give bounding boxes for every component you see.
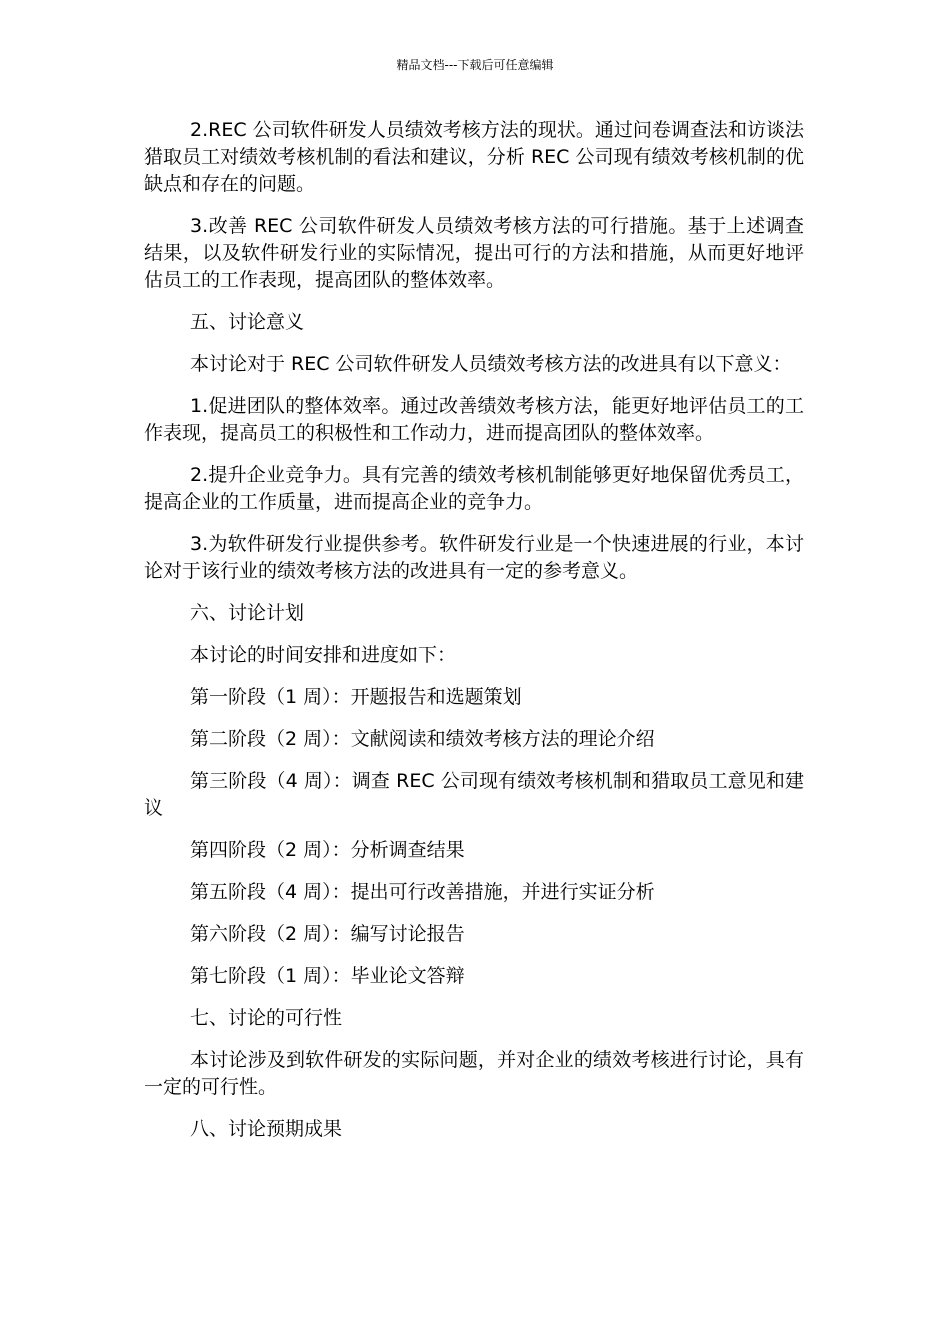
section-heading-significance: 五、讨论意义	[190, 311, 305, 333]
plan-stage-1: 第一阶段（1 周）：开题报告和选题策划	[190, 686, 522, 708]
plan-stage-7: 第七阶段（1 周）：毕业论文答辩	[190, 965, 465, 987]
section-heading-expected-results: 八、讨论预期成果	[190, 1118, 343, 1140]
plan-stage-6: 第六阶段（2 周）：编写讨论报告	[190, 923, 465, 945]
section-heading-feasibility: 七、讨论的可行性	[190, 1007, 343, 1029]
paragraph-competitiveness: 2.提升企业竞争力。具有完善的绩效考核机制能够更好地保留优秀员工，提高企业的工作质量，进而提高企业的竞争力。	[144, 464, 804, 513]
paragraph-significance-intro: 本讨论对于 REC 公司软件研发人员绩效考核方法的改进具有以下意义：	[190, 353, 792, 375]
paragraph-industry-reference: 3.为软件研发行业提供参考。软件研发行业是一个快速进展的行业，本讨论对于该行业的绩效考核方法的改进具有一定的参考意义。	[144, 533, 804, 582]
paragraph-improvement-measures: 3.改善 REC 公司软件研发人员绩效考核方法的可行措施。基于上述调查结果，以及软件研发行业的实际情况，提出可行的方法和措施，从而更好地评估员工的工作表现，提高团队的整体效率。	[144, 215, 804, 291]
paragraph-plan-intro: 本讨论的时间安排和进度如下：	[190, 644, 457, 666]
page-header: 精品文档---下载后可任意编辑	[396, 58, 554, 72]
plan-stage-4: 第四阶段（2 周）：分析调查结果	[190, 839, 465, 861]
plan-stage-3: 第三阶段（4 周）：调查 REC 公司现有绩效考核机制和猎取员工意见和建议	[144, 770, 804, 819]
paragraph-feasibility: 本讨论涉及到软件研发的实际问题，并对企业的绩效考核进行讨论，具有一定的可行性。	[144, 1049, 804, 1098]
document-body	[144, 117, 804, 1158]
section-heading-plan: 六、讨论计划	[190, 602, 305, 624]
plan-stage-5: 第五阶段（4 周）：提出可行改善措施，并进行实证分析	[190, 881, 655, 903]
paragraph-team-efficiency: 1.促进团队的整体效率。通过改善绩效考核方法，能更好地评估员工的工作表现，提高员工的积极性和工作动力，进而提高团队的整体效率。	[144, 395, 804, 444]
plan-stage-2: 第二阶段（2 周）：文献阅读和绩效考核方法的理论介绍	[190, 728, 655, 750]
paragraph-research-status: 2.REC 公司软件研发人员绩效考核方法的现状。通过问卷调查法和访谈法猎取员工对绩效考核机制的看法和建议，分析 REC 公司现有绩效考核机制的优缺点和存在的问题。	[144, 119, 804, 195]
